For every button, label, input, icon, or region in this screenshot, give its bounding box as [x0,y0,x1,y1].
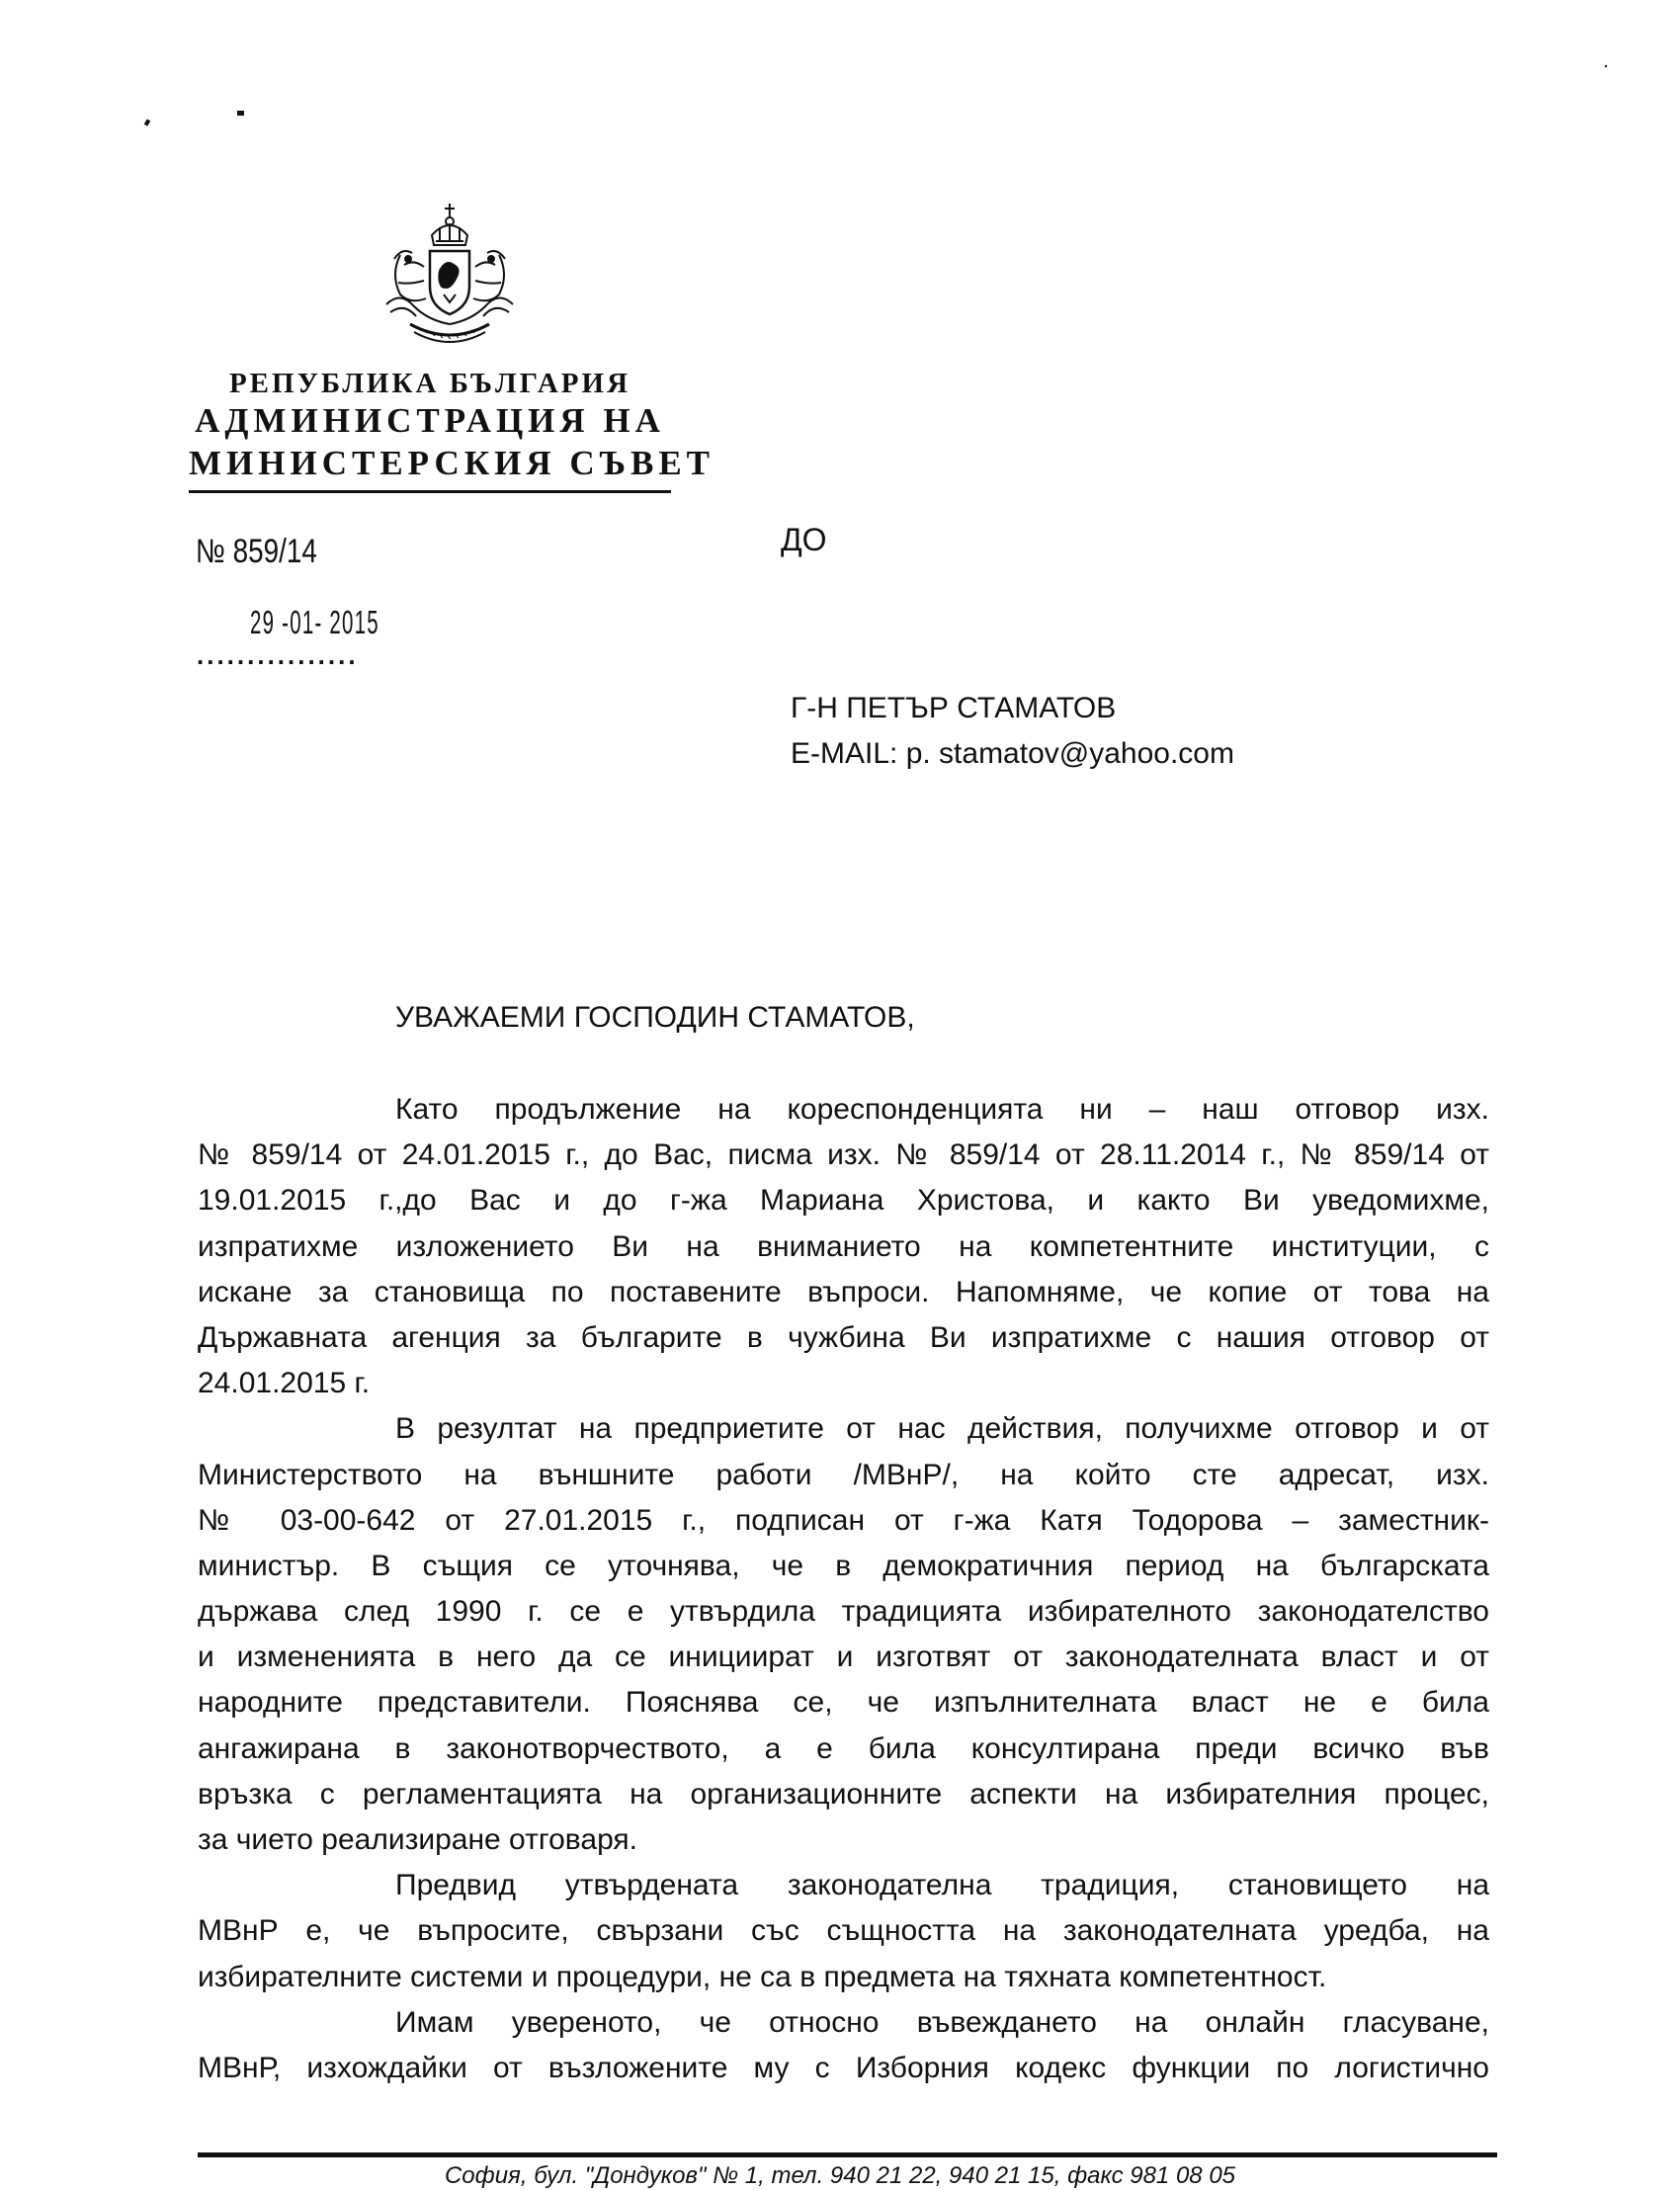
body-line: избирателните системи и процедури, не са в предмета на тяхната компетентност. [198,1960,1327,1993]
reference-dotted-line: ................ [197,640,359,670]
letter-body [198,1087,1489,2091]
body-line: МВнР, изхождайки от възложените му с Изборния кодекс функции по логистично [198,2051,1489,2084]
body-line: народните представители. Пояснява се, че изпълнителната власт не е била [198,1686,1489,1720]
body-line: и измененията в него да се инициират и изготвят от законодателната власт и от [198,1641,1489,1674]
scan-speck [237,111,244,116]
reference-date-stamp: 29 -01- 2015 [250,604,379,640]
letterhead-country: РЕПУБЛИКА БЪЛГАРИЯ [228,368,631,399]
body-line: № 03-00-642 от 27.01.2015 г., подписан от г-жа Катя Тодорова – заместник- [198,1503,1489,1537]
body-line: ангажирана в законотворчеството, а е била консултирана преди всичко във [198,1731,1489,1765]
body-line: В резултат на предприетите от нас действия, получихме отговор и от [395,1412,1489,1446]
body-line: 24.01.2015 г. [198,1367,371,1400]
body-line: Министерството на външните работи /МВнР/, на който сте адресат, изх. [198,1458,1489,1491]
recipient-to-label: ДО [781,522,827,557]
body-line: връзка с регламентацията на организационните аспекти на избирателния процес, [198,1777,1489,1811]
footer-divider [198,2152,1497,2157]
body-line: Предвид утвърдената законодателна традиция, становището на [395,1869,1489,1902]
scan-speck [144,119,150,126]
body-line: № 859/14 от 24.01.2015 г., до Вас, писма изх. № 859/14 от 28.11.2014 г., № 859/14 от [198,1138,1489,1172]
reference-number: № 859/14 [196,533,317,570]
body-line: държава след 1990 г. се е утвърдила традицията избирателното законодателство [198,1595,1489,1629]
recipient-name: Г-Н ПЕТЪР СТАМАТОВ [791,692,1117,724]
coat-of-arms-icon [380,196,519,346]
footer-address: София, бул. "Дондуков" № 1, тел. 940 21 22, 940 21 15, факс 981 08 05 [444,2162,1236,2189]
body-line: МВнР е, че въпросите, свързани със същността на законодателната уредба, на [198,1914,1489,1948]
letterhead-institution-line1: АДМИНИСТРАЦИЯ НА [195,401,665,440]
body-line: Държавната агенция за българите в чужбина Ви изпратихме с нашия отговор от [198,1320,1489,1354]
letterhead-institution-line2: МИНИСТЕРСКИЯ СЪВЕТ [189,444,715,482]
body-line: 19.01.2015 г.,до Вас и до г-жа Мариана Христова, и както Ви уведомихме, [198,1184,1489,1218]
letterhead-divider [189,490,671,493]
body-line: за чието реализиране отговаря. [198,1823,638,1856]
body-line: Като продължение на кореспонденцията ни – наш отговор изх. [395,1093,1489,1126]
salutation: УВАЖАЕМИ ГОСПОДИН СТАМАТОВ, [395,1001,915,1034]
body-line: изпратихме изложението Ви на вниманието на компетентните институции, с [198,1229,1489,1263]
body-line: искане за становища по поставените въпроси. Напомняме, че копие от това на [198,1275,1489,1308]
scan-speck [1605,65,1607,67]
body-line: министър. В същия се уточнява, че в демократичния период на българската [198,1549,1489,1582]
body-line: Имам увереното, че относно въвеждането на онлайн гласуване, [395,2005,1489,2039]
recipient-email: E-MAIL: p. stamatov@yahoo.com [791,737,1234,770]
